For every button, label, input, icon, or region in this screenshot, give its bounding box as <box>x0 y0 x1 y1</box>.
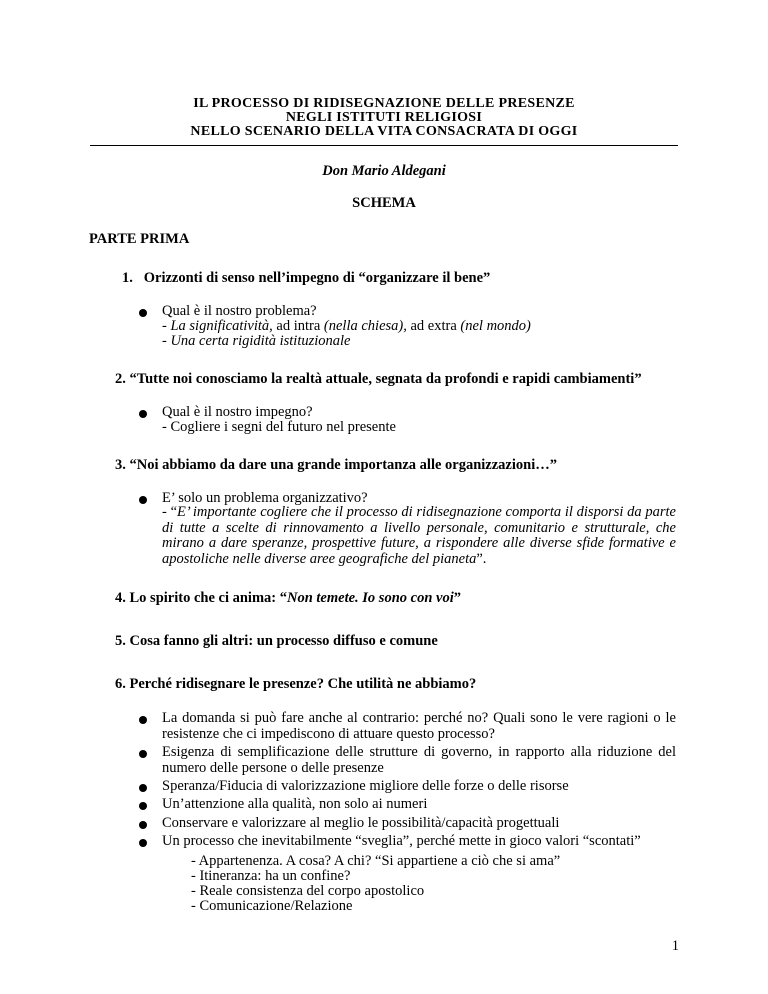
schema-label: SCHEMA <box>352 195 416 211</box>
section-6-bullet-6: Un processo che inevitabilmente “sveglia”, perché mette in gioco valori “scontati” <box>162 833 641 849</box>
section-6-heading: 6. Perché ridisegnare le presenze? Che utilità ne abbiamo? <box>115 676 477 692</box>
sublist-item: - Itineranza: ha un confine? <box>191 868 351 884</box>
bullet-icon <box>139 496 147 504</box>
section-4-heading: 4. Lo spirito che ci anima: “Non temete. Io sono con voi” <box>115 590 461 606</box>
sublist-item: - Comunicazione/Relazione <box>191 898 353 914</box>
bullet-icon <box>139 309 147 317</box>
section-6-bullet-3: Speranza/Fiducia di valorizzazione migliore delle forze o delle risorse <box>162 778 569 794</box>
bullet-icon <box>139 750 147 758</box>
section-1-line-2: - La significatività, ad intra (nella chiesa), ad extra (nel mondo) <box>162 318 531 334</box>
author-name: Don Mario Aldegani <box>322 163 446 179</box>
section-5-heading: 5. Cosa fanno gli altri: un processo diffuso e comune <box>115 633 438 649</box>
bullet-icon <box>139 410 147 418</box>
page-number: 1 <box>671 938 679 954</box>
bullet-icon <box>139 802 147 810</box>
section-1-heading: 1. Orizzonti di senso nell’impegno di “organizzare il bene” <box>122 270 491 286</box>
title-rule <box>90 145 678 146</box>
bullet-icon <box>139 839 147 847</box>
document-title-line-2: NEGLI ISTITUTI RELIGIOSI <box>285 110 483 125</box>
section-1-bullet: Qual è il nostro problema? <box>162 303 317 319</box>
bullet-icon <box>139 716 147 724</box>
sublist-item: - Appartenenza. A cosa? A chi? “Si appartiene a ciò che si ama” <box>191 853 561 869</box>
section-1-line-3: - Una certa rigidità istituzionale <box>162 333 351 349</box>
section-6-bullet-5: Conservare e valorizzare al meglio le possibilità/capacità progettuali <box>162 815 560 831</box>
sublist-item: - Reale consistenza del corpo apostolico <box>191 883 425 899</box>
section-3-heading: 3. “Noi abbiamo da dare una grande importanza alle organizzazioni…” <box>115 457 557 473</box>
document-title-line-1: IL PROCESSO DI RIDISEGNAZIONE DELLE PRESENZE <box>193 96 575 111</box>
section-2-line-2: - Cogliere i segni del futuro nel presente <box>162 419 396 435</box>
part-title: PARTE PRIMA <box>89 231 190 247</box>
section-6-sublist <box>191 854 560 914</box>
section-6-bullet-2: Esigenza di semplificazione delle strutture di governo, in rapporto alla riduzione del numero delle persone o delle presenze <box>162 744 676 776</box>
document-title-line-3: NELLO SCENARIO DELLA VITA CONSACRATA DI OGGI <box>190 124 578 139</box>
bullet-icon <box>139 784 147 792</box>
section-2-bullet: Qual è il nostro impegno? <box>162 404 313 420</box>
section-6-bullet-4: Un’attenzione alla qualità, non solo ai numeri <box>162 796 428 812</box>
section-2-heading: 2. “Tutte noi conosciamo la realtà attuale, segnata da profondi e rapidi cambiamenti” <box>115 371 642 387</box>
section-3-quote: - “E’ importante cogliere che il processo di ridisegnazione comporta il disporsi da parte di tutte a scelte di rinnovamento a livello personale, comunitario e strutturale, che mirano a dare speranze, prospettive future, a rispondere alle diverse sfide formative e apostoliche nelle diverse aree geografiche del pianeta”. <box>162 504 676 567</box>
section-6-bullet-1: La domanda si può fare anche al contrario: perché no? Quali sono le vere ragioni o le resistenze che ci impediscono di attuare questo processo? <box>162 710 676 742</box>
bullet-icon <box>139 821 147 829</box>
section-3-bullet: E’ solo un problema organizzativo? <box>162 490 368 506</box>
